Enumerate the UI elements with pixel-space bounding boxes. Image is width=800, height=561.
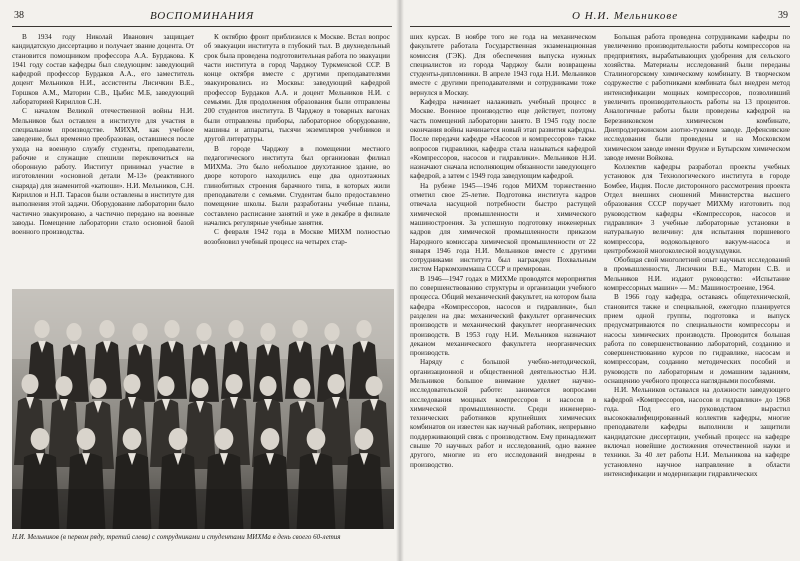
paragraph: В 1934 году Николай Иванович защищает кандидатскую диссертацию и получает звание доцента. От становится помощником профессора А.А. Бурдакова. К 1941 году состав кафедры был следующим: заведующий кафедрой профессор Бурдаков А.А., его заместитель доцент Мельников Н.И., ассистенты Лисичкин В.Е., Горшков А.М., Маторин С.В., Цыбис М.Б, заведующий лабораторией Кириллов С.Н. xyxy=(12,33,194,107)
paragraph: На рубеже 1945—1946 годов МИХМ торжественно отметил свое 25-летие. Подготовка института кадров отвечала насущной потребности быстро растущей химической промышленности и химического машиностроения. За успешную подготовку инженерных кадров для химической промышленности приказом Народного комиссара химической промышленности от 22 января 1946 года Н.И. Мельников вместе с другими сотрудниками института был награжден Похвальным листом Наркомхиммаша СССР и премирован. xyxy=(410,181,596,274)
paragraph: К октябрю фронт приблизился к Москве. Встал вопрос об эвакуации института в глубокий тыл. В двухнедельный срок была проведена подготовительная работа по эвакуации части института в город Чарджоу Туркменской ССР. В конце октября вместе с другими преподавателями эвакуировались из Москвы: заведующий кафедрой профессор Бурдаков А.А. и доцент Мельников Н.И. с семьями. Для продолжения образования были отправлены 200 студентов института. В Чарджоу в товарных вагонах были отправлены приборы, лабораторное оборудование, машины и аппараты, тысячи экземпляров учебников и другой литературы. xyxy=(204,33,390,144)
right-page xyxy=(400,0,800,561)
book-gutter xyxy=(396,0,404,561)
paragraph: Большая работа проведена сотрудниками кафедры по увеличению производительности работы компрессоров на предприятиях, вырабатывающих удобрения для сельского хозяйства. Материалы исследований были переданы Сталиногорскому химическому комбинату. В творческом содружестве с работниками комбината был внедрен метод интенсификации мощных компрессоров, позволивший увеличить производительность работы на 13 процентов. Аналогичные работы были проведены кафедрой на Березниковском химическом комбинате, Днепродзержинском азотно-туковом заводе. Дефенсивские исследования были проведены и на Московском химическом заводе имени Фрунзе и Бутырском химическом заводе имени Войкова. xyxy=(604,33,790,162)
left-page-column-2 xyxy=(204,33,390,285)
group-photo xyxy=(12,289,394,529)
photo-caption: Н.И. Мельников (в первом ряду, третий слева) с сотрудниками и студентами МИХМа в день своего 60-летия xyxy=(12,533,341,541)
running-header-left: ВОСПОМИНАНИЯ xyxy=(150,10,255,22)
paragraph: В городе Чарджоу в помещении местного педагогического института был организован филиал МИХМа. Это было небольшое двухэтажное здание, во дворе которого находились еще два одноэтажных глинобитных строения барачного типа, в которых жили преподаватели с семьями. Студентам было предоставлено помещение школы. Были разработаны учебные планы, составлено расписание занятий и уже в декабре в филиале начались регулярные учебные занятия. xyxy=(204,144,390,227)
right-page-column-2 xyxy=(604,33,790,555)
paragraph: С началом Великой отечественной войны Н.И. Мельников был оставлен в институте для участия в специальном производстве. МИХМ, как учебное заведение, был временно преобразован, оставшиеся после ухода на военную службу студенты, преподаватели, рабочие и служащие спешили переключиться на оборонную работу. Институт принимал участие в изготовлении «основной детали М-13» (реактивного снаряда) для знаменитой «катюши». Н.И. Мельников, С.Н. Кириллов и Н.П. Тарасов были оставлены в институте для выполнения этой задачи. Оборудование лаборатории было частично эвакуировано, а частично передано на военные заводы. Помещение лаборатории стало основной базой военного производства. xyxy=(12,107,194,237)
paragraph: В 1966 году кафедра, оставаясь общетехнической, становится также и специальной, ежегодно планируется прием одной группы, подготовка и выпуск предусматриваются по специальности компрессоры и насосы химических производств. Проводится большая работа по совершенствованию лабораторий, созданию и совершенствованию курсов по гидравлике, насосам и компрессорам, созданию методических пособий и руководств по лабораторным и домашним заданиям, оснащению учебного процесса наглядными пособиями. xyxy=(604,293,790,385)
paragraph: ших курсах. В ноябре того же года на механическом факультете работала Государственная экзаменационная комиссия (ГЭК). Для обеспечения выпуска нужных специалистов из города Чарджоу были возвращены студенты-дипломники. В апреле 1943 года Н.И. Мельников вместе с другими преподавателями и сотрудниками тоже вернулся в Москву. xyxy=(410,33,596,97)
paragraph: В 1946—1947 годах в МИХМе проводятся мероприятия по совершенствованию структуры и организации учебного процесса. Общий механический факультет, на котором была кафедра «Компрессоров, насосов и гидравлики», был разделен на два: механический факультет органических производств и механический факультет неорганических производств. В 1953 году Н.И. Мельников назначают деканом механического факультета неорганических производств. xyxy=(410,274,596,358)
left-page-column-1 xyxy=(12,33,194,285)
paragraph: С февраля 1942 года в Москве МИХМ полностью возобновил учебный процесс на четырех стар- xyxy=(204,228,390,246)
paragraph: Н.И. Мельников оставался на должности заведующего кафедрой «Компрессоров, насосов и гидравлики» до 1968 года. Под его руководством вырастил высококвалифицированный коллектив кафедры, многие преподаватели кафедры выполнили и защитили кандидатские диссертации, учебный процесс на кафедре включал новейшие достижения отечественной науки и техники. За 40 лет работы Н.И. Мельникова на кафедре установлено научное направление в области интенсификации и модернизации гидравлических xyxy=(604,386,790,478)
paragraph: Наряду с большой учебно-методической, организационной и общественной деятельностью Н.И. Мельников большое внимание уделяет научно-исследовательской работе: занимается вопросами исследования мощных компрессоров и насосов в химической промышленности. Среди инженерно-технических работников крупнейших химических комбинатов он известен как научный работник, непрерывно поддерживающий связь с производством. Ему принадлежит свыше 70 научных работ и исследований, одно важнее другого, многие из его исследований внедрены в производство. xyxy=(410,358,596,469)
paragraph: Коллектив кафедры разработал проекты учебных установок для Технологического института в городе Бомбее, Индия. После дисторонного рассмотрения проекта Отдел внешних сношений Министерства высшего образования СССР поручает МИХМу изготовить под руководством кафедры «Компрессоров, насосов и гидравлики» 3 учебные лабораторные установки в натуральную величину: для испытания поршневого компрессора, водокольцевого вакуум-насоса и центробежной многоколесной воздуходувки. xyxy=(604,163,790,255)
header-rule-left xyxy=(12,26,392,27)
page-number-right: 39 xyxy=(778,10,788,21)
group-photo-image xyxy=(12,289,394,529)
right-page-column-1 xyxy=(410,33,596,555)
header-rule-right xyxy=(410,26,790,27)
page-number-left: 38 xyxy=(14,10,24,21)
running-header-right: О Н.И. Мельникове xyxy=(572,10,679,22)
paragraph: Обобщая свой многолетний опыт научных исследований в промышленности, Лисичкин В.Е., Маторин С.В. и Мельников Н.И. издают руководство: «Испытание компрессорных машин» — М.: Машиностроение, 1964. xyxy=(604,256,790,293)
paragraph: Кафедра начинает налаживать учебный процесс в Москве. Военное производство еще действует, поэтому часть помещений лаборатории занято. В 1945 году после окончания войны начинается новый этап развития кафедры. После передачи кафедре «Насосов и компрессоров» также вопросов гидравлики, кафедра стала называться кафедрой «Компрессоров, насосов и гидравлики». Мельников Н.И. назначают сначала исполняющим обязанности заведующего кафедрой, а затем с 1949 года заведующим кафедрой. xyxy=(410,98,596,181)
